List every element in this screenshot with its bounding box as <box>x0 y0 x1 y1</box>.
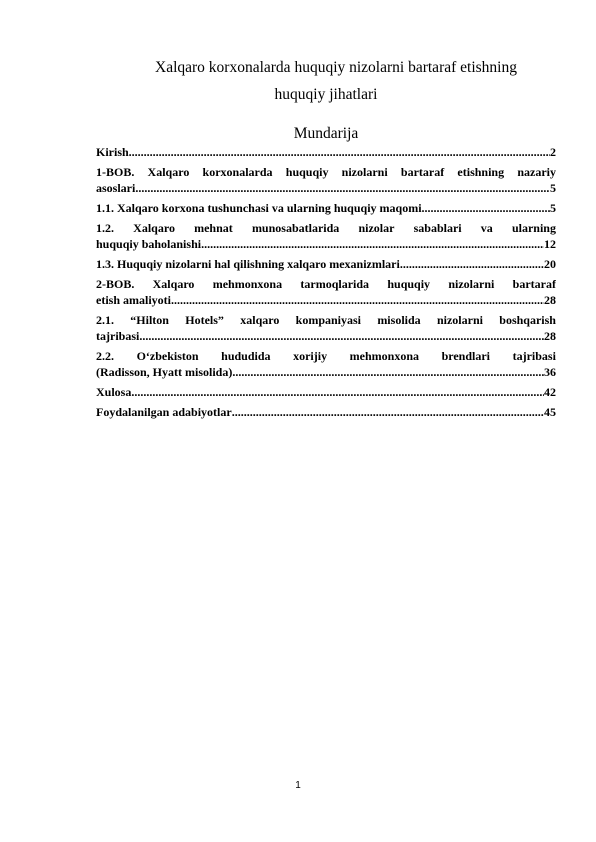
toc-entry-title: 1.1. Xalqaro korxona tushunchasi va ularning huquqiy maqomi <box>96 201 422 215</box>
toc-word: Xalqaro <box>133 221 175 235</box>
toc-word: etishning <box>457 165 505 179</box>
toc-entry-title: Foydalanilgan adabiyotlar <box>96 405 232 419</box>
toc-word: ularning <box>511 221 556 235</box>
toc-entry-title: asoslari <box>96 181 136 195</box>
toc-word: bartaraf <box>512 277 556 291</box>
toc-page-number: 5 <box>550 181 556 195</box>
toc-word: Hotels” <box>185 313 224 327</box>
toc-page-number: 12 <box>544 237 556 251</box>
toc-entry-wrapped-line <box>96 164 556 180</box>
toc-dot-leader <box>201 236 544 252</box>
toc-entry-leader-line <box>96 384 556 400</box>
toc-entry-title: 1.3. Huquqiy nizolarni hal qilishning xalqaro mexanizmlari <box>96 257 400 271</box>
toc-entry[interactable] <box>96 220 556 252</box>
toc-entry-title: Kirish <box>96 145 129 159</box>
toc-dot-leader <box>400 256 544 272</box>
toc-word: Xalqaro <box>147 165 190 179</box>
toc-entry-leader-line <box>96 236 556 252</box>
toc-entry-leader-line <box>96 328 556 344</box>
toc-word: “Hilton <box>130 313 169 327</box>
toc-dot-leader <box>422 200 550 216</box>
document-title-line-2: huquqiy jihatlari <box>274 86 378 103</box>
toc-word: brendlari <box>441 349 491 363</box>
toc-word: 1-BOB. <box>96 165 135 179</box>
toc-word: 2.1. <box>96 313 114 327</box>
toc-entry-wrapped-line <box>96 276 556 292</box>
toc-word: xalqaro <box>240 313 280 327</box>
toc-entry-title: etish amaliyoti <box>96 293 171 307</box>
toc-word: xorijiy <box>293 349 328 363</box>
toc-word: 1.2. <box>96 221 114 235</box>
toc-dot-leader <box>232 404 544 420</box>
toc-entry-wrapped-line <box>96 220 556 236</box>
table-of-contents <box>96 144 556 424</box>
toc-entry-title: Xulosa <box>96 385 132 399</box>
toc-dot-leader <box>135 180 550 196</box>
toc-word: huquqiy <box>387 277 431 291</box>
toc-entry-title: tajribasi <box>96 329 140 343</box>
toc-page-number: 5 <box>550 201 556 215</box>
toc-word: va <box>480 221 493 235</box>
toc-word: boshqarish <box>499 313 556 327</box>
toc-word: 2.2. <box>96 349 114 363</box>
toc-entry-leader-line <box>96 144 556 160</box>
toc-word: O‘zbekiston <box>136 349 199 363</box>
toc-entry[interactable] <box>96 404 556 420</box>
toc-page-number: 45 <box>544 405 556 419</box>
toc-word: Xalqaro <box>152 277 195 291</box>
toc-entry[interactable] <box>96 348 556 380</box>
toc-word: kompaniyasi <box>295 313 362 327</box>
toc-word: sabablari <box>413 221 462 235</box>
toc-word: tarmoqlarida <box>300 277 370 291</box>
toc-entry-leader-line <box>96 364 556 380</box>
toc-entry[interactable] <box>96 256 556 272</box>
toc-entry[interactable] <box>96 312 556 344</box>
toc-entry-wrapped-line <box>96 348 556 364</box>
toc-word: nazariy <box>517 165 556 179</box>
toc-word: korxonalarda <box>202 165 273 179</box>
toc-entry-wrapped-line <box>96 312 556 328</box>
toc-entry-leader-line <box>96 256 556 272</box>
toc-entry[interactable] <box>96 276 556 308</box>
toc-word: 2-BOB. <box>96 277 135 291</box>
toc-entry-leader-line <box>96 404 556 420</box>
toc-page-number: 28 <box>544 329 556 343</box>
toc-dot-leader <box>139 328 544 344</box>
toc-entry[interactable] <box>96 164 556 196</box>
toc-entry[interactable] <box>96 144 556 160</box>
toc-entry-title: huquqiy baholanishi <box>96 237 202 251</box>
toc-entry[interactable] <box>96 200 556 216</box>
toc-entry-leader-line <box>96 292 556 308</box>
toc-page-number: 2 <box>550 145 556 159</box>
toc-dot-leader <box>171 292 544 308</box>
contents-heading: Mundarija <box>293 125 359 142</box>
toc-word: nizolarni <box>436 313 483 327</box>
toc-entry-leader-line <box>96 200 556 216</box>
toc-word: nizolar <box>358 221 395 235</box>
document-title-line-1: Xalqaro korxonalarda huquqiy nizolarni bartaraf etishning <box>155 59 517 76</box>
toc-word: nizolarni <box>448 277 495 291</box>
toc-word: huquqiy <box>285 165 329 179</box>
toc-word: mehmonxona <box>349 349 419 363</box>
toc-dot-leader <box>131 384 544 400</box>
toc-word: mehmonxona <box>212 277 283 291</box>
toc-word: misolida <box>377 313 421 327</box>
toc-page-number: 36 <box>544 365 556 379</box>
toc-word: mehnat <box>194 221 233 235</box>
toc-word: bartaraf <box>400 165 445 179</box>
toc-page-number: 42 <box>544 385 556 399</box>
toc-entry-title: (Radisson, Hyatt misolida) <box>96 365 233 379</box>
toc-page-number: 28 <box>544 293 556 307</box>
toc-word: nizolarni <box>341 165 388 179</box>
toc-word: hududida <box>221 349 271 363</box>
page-number: 1 <box>295 780 301 791</box>
toc-entry-leader-line <box>96 180 556 196</box>
toc-word: munosabatlarida <box>251 221 340 235</box>
toc-entry[interactable] <box>96 384 556 400</box>
toc-dot-leader <box>129 144 550 160</box>
toc-word: tajribasi <box>512 349 556 363</box>
toc-dot-leader <box>232 364 544 380</box>
toc-page-number: 20 <box>544 257 556 271</box>
